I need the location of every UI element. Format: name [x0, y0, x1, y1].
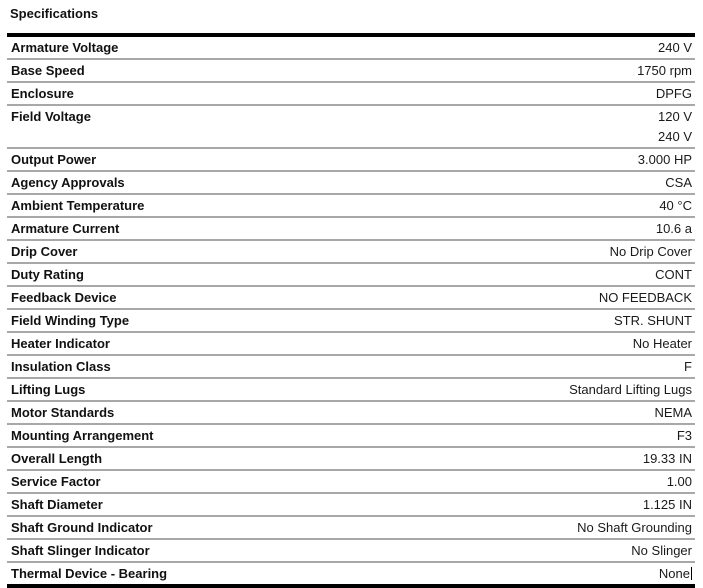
spec-value: F [684, 359, 692, 374]
spec-label: Service Factor [11, 474, 101, 489]
spec-row-enclosure [7, 83, 695, 106]
spec-label: Feedback Device [11, 290, 117, 305]
spec-label: Shaft Diameter [11, 497, 103, 512]
spec-value-text: None [658, 566, 690, 581]
specifications-table [7, 33, 695, 588]
spec-row-lifting-lugs [7, 379, 695, 402]
spec-label: Drip Cover [11, 244, 78, 259]
spec-label: Overall Length [11, 451, 103, 466]
spec-row-mounting-arrangement [7, 425, 695, 448]
spec-label: Output Power [11, 152, 97, 167]
spec-value: F3 [676, 428, 692, 443]
spec-row-insulation-class [7, 356, 695, 379]
spec-label: Mounting Arrangement [11, 428, 154, 443]
spec-value: NEMA [654, 405, 692, 420]
spec-row-service-factor [7, 471, 695, 494]
spec-row-thermal-device-bearing [7, 563, 695, 584]
spec-row-armature-voltage [7, 37, 695, 60]
spec-value: NO FEEDBACK [598, 290, 692, 305]
spec-value [659, 564, 692, 584]
spec-row-feedback-device [7, 287, 695, 310]
spec-row-heater-indicator [7, 333, 695, 356]
spec-row-agency-approvals [7, 172, 695, 195]
spec-row-base-speed [7, 60, 695, 83]
spec-value: No Drip Cover [609, 244, 692, 259]
spec-row-field-voltage [7, 106, 695, 149]
spec-value: 1750 rpm [637, 63, 692, 78]
spec-label: Base Speed [11, 63, 85, 78]
spec-label: Duty Rating [11, 267, 84, 282]
spec-label: Shaft Ground Indicator [11, 520, 153, 535]
spec-value: CONT [655, 267, 692, 282]
spec-row-shaft-slinger-indicator [7, 540, 695, 563]
spec-value-line: 120 V [658, 109, 692, 124]
spec-value: No Heater [632, 336, 692, 351]
spec-value: 240 V [658, 40, 692, 55]
spec-value: CSA [665, 175, 692, 190]
spec-label: Lifting Lugs [11, 382, 86, 397]
spec-row-shaft-diameter [7, 494, 695, 517]
spec-value: DPFG [655, 86, 692, 101]
spec-label: Motor Standards [11, 405, 115, 420]
spec-label: Field Voltage [11, 109, 91, 124]
spec-row-armature-current [7, 218, 695, 241]
spec-value: 3.000 HP [637, 152, 692, 167]
spec-value: Standard Lifting Lugs [569, 382, 692, 397]
spec-label: Armature Current [11, 221, 120, 236]
spec-value [658, 107, 692, 147]
spec-value: 1.125 IN [642, 497, 692, 512]
spec-value: 1.00 [666, 474, 692, 489]
spec-label: Agency Approvals [11, 175, 125, 190]
spec-label: Insulation Class [11, 359, 111, 374]
spec-label: Ambient Temperature [11, 198, 145, 213]
spec-row-drip-cover [7, 241, 695, 264]
spec-row-field-winding-type [7, 310, 695, 333]
spec-row-output-power [7, 149, 695, 172]
spec-value: No Shaft Grounding [577, 520, 692, 535]
spec-row-shaft-ground-indicator [7, 517, 695, 540]
spec-value: 19.33 IN [642, 451, 692, 466]
spec-label: Field Winding Type [11, 313, 130, 328]
spec-row-overall-length [7, 448, 695, 471]
spec-value-line: 240 V [658, 129, 692, 144]
page-title: Specifications [10, 6, 99, 21]
spec-label: Armature Voltage [11, 40, 119, 55]
spec-row-duty-rating [7, 264, 695, 287]
spec-value: 10.6 a [655, 221, 692, 236]
spec-label: Thermal Device - Bearing [11, 566, 168, 581]
spec-row-ambient-temperature [7, 195, 695, 218]
text-cursor [691, 567, 692, 580]
spec-label: Heater Indicator [11, 336, 110, 351]
spec-value: 40 °C [659, 198, 692, 213]
spec-value: STR. SHUNT [614, 313, 692, 328]
spec-row-motor-standards [7, 402, 695, 425]
spec-value: No Slinger [631, 543, 692, 558]
spec-label: Enclosure [11, 86, 74, 101]
spec-label: Shaft Slinger Indicator [11, 543, 150, 558]
